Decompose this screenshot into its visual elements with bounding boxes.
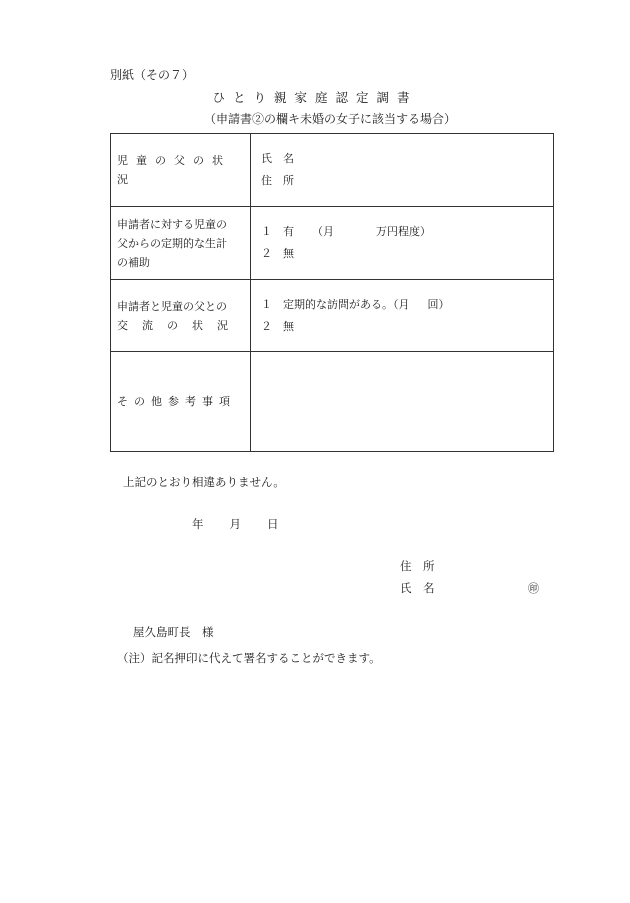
contact-opt1-num: １ [261, 297, 272, 311]
contact-label-line2: 交流の状況 [117, 318, 242, 332]
other-notes-value-cell[interactable] [251, 352, 554, 452]
father-name-field[interactable] [261, 148, 543, 170]
support-label-line2: 父からの定期的な生計 [117, 236, 227, 250]
note-text: （注）記名押印に代えて署名することができます。 [117, 651, 381, 665]
contact-opt1-unit: 回） [427, 297, 450, 311]
support-label-line3: の補助 [117, 255, 150, 269]
support-opt1-text: 有 [283, 225, 294, 238]
contact-opt1-text: 定期的な訪問がある。（月 [283, 297, 410, 311]
support-option-no[interactable] [261, 243, 543, 265]
date-line[interactable] [192, 516, 279, 532]
contact-label-cell [111, 280, 251, 352]
support-value-cell[interactable] [251, 207, 554, 280]
father-status-label: 児童の父の状況 [117, 154, 231, 186]
father-name-label: 氏 名 [261, 152, 294, 165]
document-subtitle: （申請書②の欄キ未婚の女子に該当する場合） [203, 112, 456, 126]
father-address-label: 住 所 [261, 174, 294, 187]
contact-label-line1: 申請者と児童の父との [117, 299, 227, 313]
statement-text: 上記のとおり相違ありません。 [123, 475, 285, 489]
father-address-field[interactable] [261, 170, 543, 192]
support-opt2-num: ２ [261, 247, 272, 260]
father-status-row [111, 134, 554, 207]
date-day-label: 日 [267, 517, 279, 531]
applicant-address-label: 住 所 [400, 559, 435, 573]
other-notes-row [111, 352, 554, 452]
attachment-label: 別紙（その７） [110, 68, 195, 82]
support-label-cell [111, 207, 251, 280]
support-opt1-amount: 万円程度） [376, 225, 431, 238]
seal-icon: ㊞ [528, 582, 539, 595]
certification-table [110, 133, 554, 452]
support-row [111, 207, 554, 280]
applicant-name-label: 氏 名 [400, 581, 435, 595]
addressee: 屋久島町長 様 [133, 625, 214, 639]
support-opt1-num: １ [261, 225, 272, 238]
father-status-value-cell[interactable] [251, 134, 554, 207]
support-label-line1: 申請者に対する児童の [117, 217, 227, 231]
contact-option-yes[interactable] [261, 294, 543, 316]
father-status-label-cell [111, 134, 251, 207]
contact-opt2-num: ２ [261, 319, 272, 333]
support-opt1-paren: （月 [312, 225, 334, 238]
contact-opt2-text: 無 [283, 319, 294, 333]
date-year-label: 年 [192, 517, 204, 531]
support-option-yes[interactable] [261, 221, 543, 243]
document-title: ひとり親家庭認定調書 [212, 90, 418, 105]
contact-option-no[interactable] [261, 316, 543, 338]
date-month-label: 月 [229, 517, 241, 531]
contact-value-cell[interactable] [251, 280, 554, 352]
other-notes-label: その他参考事項 [117, 395, 236, 408]
other-notes-label-cell [111, 352, 251, 452]
contact-row [111, 280, 554, 352]
support-opt2-text: 無 [283, 247, 294, 260]
